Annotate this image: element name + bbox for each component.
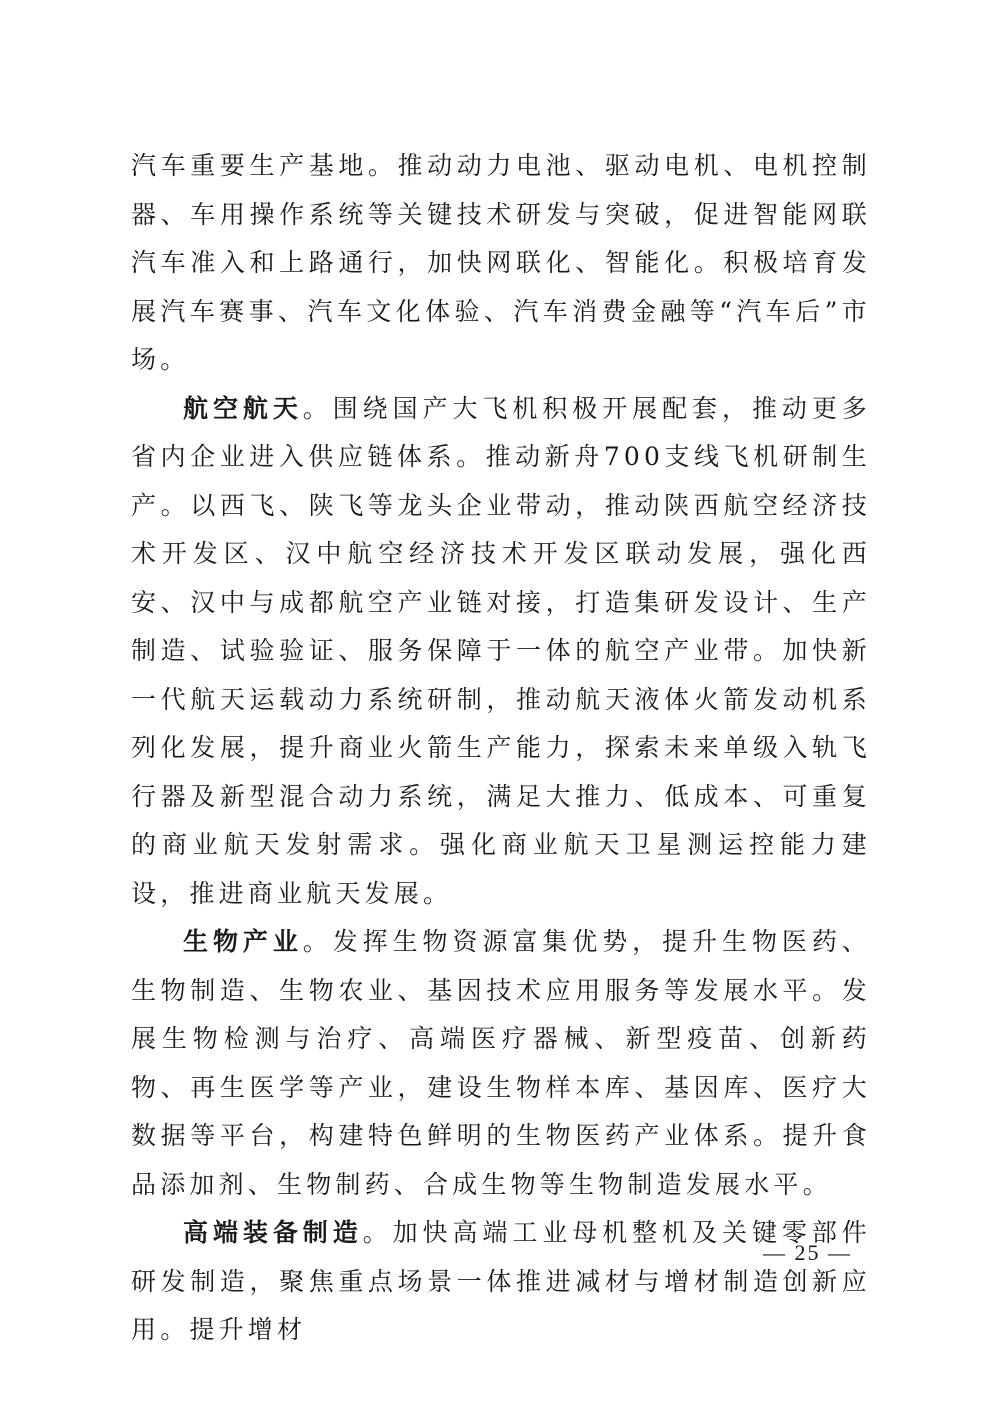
paragraph-text: 。加快高端工业母机整机及关键零部件研发制造，聚焦重点场景一体推进减材与增材制造创新应用。提升增材 [131,1218,871,1344]
paragraph-text: 。围绕国产大飞机积极开展配套，推动更多省内企业进入供应链体系。推动新舟700支线飞机研制生产。以西飞、陕飞等龙头企业带动，推动陕西航空经济技术开发区、汉中航空经济技术开发区联动发展，强化西安、汉中与成都航空产业链对接，打造集研发设计、生产制造、试验验证、服务保障于一体的航空产业带。加快新一代航天运载动力系统研制，推动航天液体火箭发动机系列化发展，提升商业火箭生产能力，探索未来单级入轨飞行器及新型混合动力系统，满足大推力、低成本、可重复的商业航天发射需求。强化商业航天卫星测运控能力建设，推进商业航天发展。 [131,393,871,908]
paragraph-text: 。发挥生物资源富集优势，提升生物医药、生物制造、生物农业、基因技术应用服务等发展水平。发展生物检测与治疗、高端医疗器械、新型疫苗、创新药物、再生医学等产业，建设生物样本库、基因库、医疗大数据等平台，构建特色鲜明的生物医药产业体系。提升食品添加剂、生物制药、合成生物等生物制造发展水平。 [131,927,871,1199]
paragraph-text: 汽车重要生产基地。推动动力电池、驱动电机、电机控制器、车用操作系统等关键技术研发与突破，促进智能网联汽车准入和上路通行，加快网联化、智能化。积极培育发展汽车赛事、汽车文化体验、汽车消费金融等“汽车后”市场。 [131,151,871,374]
paragraph-automotive [131,142,871,385]
paragraph-heading: 航空航天 [183,393,303,423]
page-number: — 25 — [763,1240,852,1265]
paragraph-heading: 生物产业 [183,927,303,956]
paragraph-high-end-equipment [131,1209,871,1355]
body-text [131,142,871,1355]
paragraph-aerospace [131,385,871,919]
paragraph-heading: 高端装备制造 [183,1218,363,1247]
paragraph-bio-industry [131,918,871,1209]
